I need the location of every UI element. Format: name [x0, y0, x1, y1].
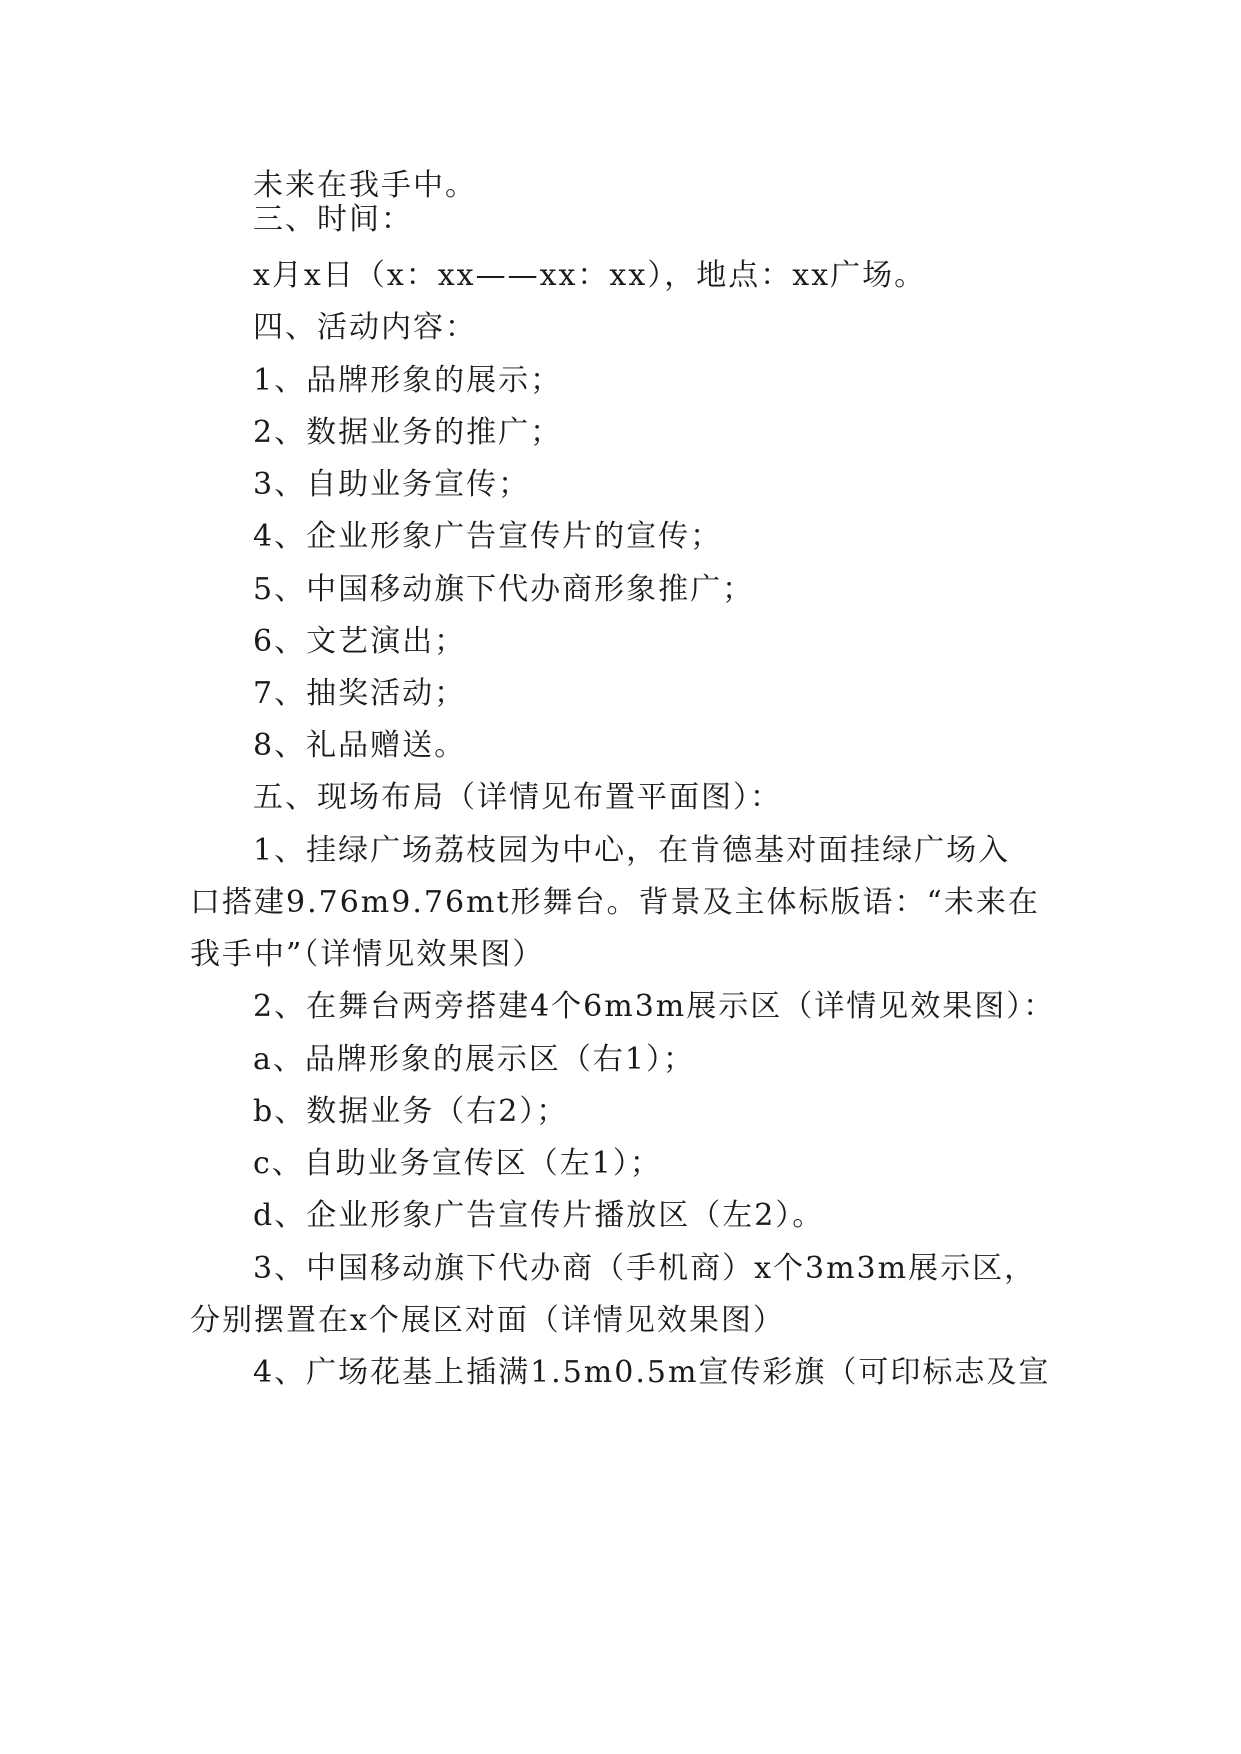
list-item: 3、自助业务宣传；: [253, 467, 531, 502]
text-line: 口搭建9.76m9.76mt形舞台。背景及主体标版语：“未来在: [190, 885, 1040, 920]
list-item: 4、企业形象广告宣传片的宣传；: [253, 519, 723, 554]
text-line: 1、挂绿广场荔枝园为中心，在肯德基对面挂绿广场入: [253, 833, 1011, 868]
section-heading: 五、现场布局（详情见布置平面图）：: [253, 780, 782, 815]
text-line: 3、中国移动旗下代办商（手机商）x个3m3m展示区，: [253, 1251, 1037, 1286]
list-item: 5、中国移动旗下代办商形象推广；: [253, 572, 755, 607]
text-line: x月x日（x：xx——xx：xx），地点：xx广场。: [253, 258, 927, 293]
list-item: a、品牌形象的展示区（右1）；: [253, 1042, 695, 1077]
list-item: b、数据业务（右2）；: [253, 1094, 569, 1129]
list-item: 2、数据业务的推广；: [253, 415, 563, 450]
text-line: 未来在我手中。: [253, 168, 477, 203]
list-item: 6、文艺演出；: [253, 624, 467, 659]
text-line: 4、广场花基上插满1.5m0.5m宣传彩旗（可印标志及宣: [253, 1355, 1051, 1390]
section-heading: 四、活动内容：: [253, 310, 477, 345]
text-line: 2、在舞台两旁搭建4个6m3m展示区（详情见效果图）：: [253, 989, 1056, 1024]
list-item: 7、抽奖活动；: [253, 676, 467, 711]
text-line: 我手中”（详情见效果图）: [190, 937, 545, 972]
text-line: 分别摆置在x个展区对面（详情见效果图）: [190, 1303, 785, 1338]
section-heading: 三、时间：: [253, 202, 413, 237]
list-item: 1、品牌形象的展示；: [253, 363, 563, 398]
list-item: d、企业形象广告宣传片播放区（左2）。: [253, 1198, 825, 1233]
list-item: 8、礼品赠送。: [253, 728, 467, 763]
list-item: c、自助业务宣传区（左1）；: [253, 1146, 662, 1181]
